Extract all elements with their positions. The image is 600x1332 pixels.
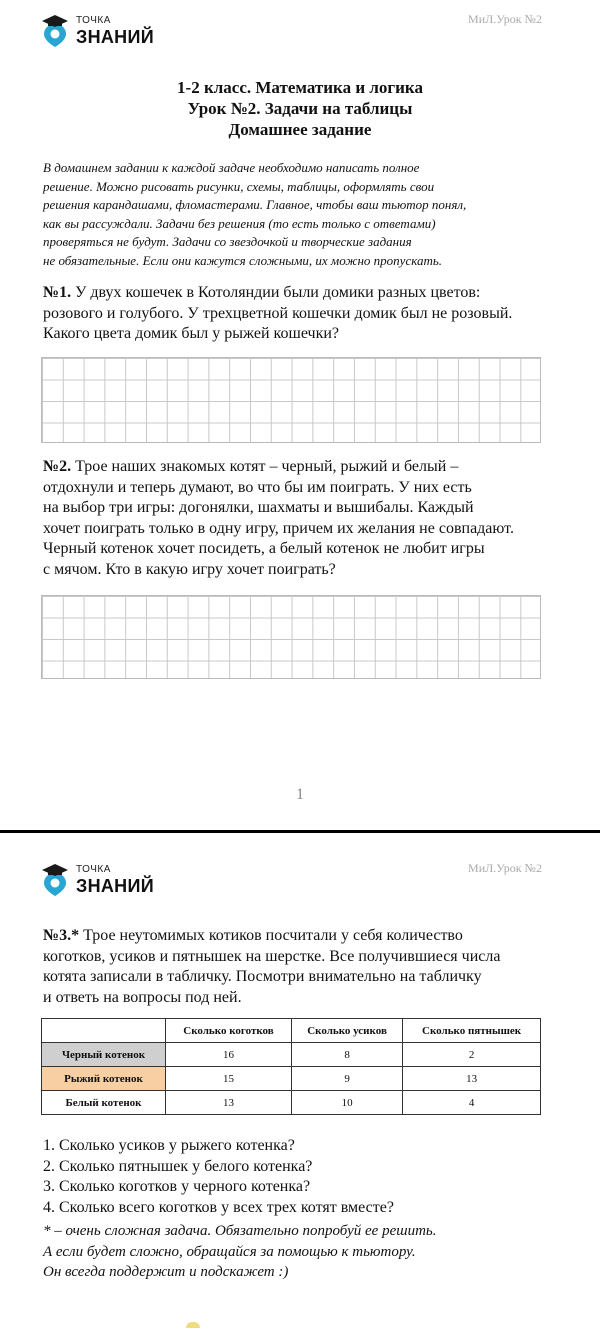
table-cell: 16 <box>166 1043 292 1067</box>
task-text: на выбор три игры: догонялки, шахматы и вышибалы. Каждый <box>43 499 474 516</box>
task-text: Какого цвета домик был у рыжей кошечки? <box>43 325 339 342</box>
question-item: 4. Сколько всего коготков у всех трех котят вместе? <box>43 1198 394 1216</box>
row-label-red-kitten: Рыжий котенок <box>42 1067 166 1091</box>
brand-logo <box>40 14 154 48</box>
question-item: 3. Сколько коготков у черного котенка? <box>43 1178 311 1195</box>
document-page-2 <box>0 833 600 1332</box>
table-cell: 4 <box>403 1091 541 1115</box>
title-line: Урок №2. Задачи на таблицы <box>187 99 413 118</box>
task-text: Трое наших знакомых котят – черный, рыжий и белый – <box>75 458 459 475</box>
table-row <box>42 1043 541 1067</box>
page-number: 1 <box>296 786 304 803</box>
table-corner-cell <box>42 1019 166 1043</box>
task-2 <box>43 457 558 580</box>
brand-line-2: ЗНАНИЙ <box>76 876 154 896</box>
task-number: №1. <box>43 284 72 301</box>
brand-line-1: ТОЧКА <box>76 864 111 875</box>
intro-line: решения карандашами, фломастерами. Главное, чтобы ваш тьютор понял, <box>43 197 467 212</box>
title-line: 1-2 класс. Математика и логика <box>177 78 423 97</box>
task-text: коготков, усиков и пятнышек на шерстке. Все получившиеся числа <box>43 947 501 965</box>
table-row <box>42 1091 541 1115</box>
intro-line: решение. Можно рисовать рисунки, схемы, таблицы, оформлять свои <box>43 178 435 194</box>
task-text: и ответь на вопросы под ней. <box>43 988 242 1006</box>
graduation-pin-icon <box>40 863 70 897</box>
lesson-tag: МиЛ.Урок №2 <box>468 12 542 26</box>
task-number: №3.* <box>43 927 80 944</box>
question-item: 1. Сколько усиков у рыжего котенка? <box>43 1137 295 1154</box>
questions-list <box>43 1136 394 1218</box>
intro-line: как вы рассуждали. Задачи без решения (то есть только с ответами) <box>43 215 436 231</box>
table-cell: 13 <box>166 1091 292 1115</box>
table-cell: 9 <box>292 1067 403 1091</box>
page-bottom-mark <box>186 1322 200 1328</box>
table-cell: 10 <box>292 1091 403 1115</box>
kittens-table <box>41 1018 541 1115</box>
intro-line: проверяться не будут. Задачи со звездочкой и творческие задания <box>43 234 412 249</box>
intro-line: В домашнем задании к каждой задаче необходимо написать полное <box>43 160 420 175</box>
row-label-white-kitten: Белый котенок <box>42 1091 166 1115</box>
answer-grid-2 <box>41 595 541 679</box>
homework-instructions <box>43 159 563 270</box>
task-text: хочет поиграть только в одну игру, причем их желания не совпадают. <box>43 519 514 537</box>
column-header: Сколько усиков <box>292 1019 403 1043</box>
task-1 <box>43 283 558 345</box>
note-line: А если будет сложно, обращайся за помощью к тьютору. <box>43 1243 416 1260</box>
graduation-pin-icon <box>40 14 70 48</box>
row-label-black-kitten: Черный котенок <box>42 1043 166 1067</box>
intro-line: не обязательные. Если они кажутся сложными, их можно пропускать. <box>43 252 443 268</box>
task-text: котята записали в табличку. Посмотри внимательно на табличку <box>43 968 482 985</box>
task-text: У двух кошечек в Котоляндии были домики разных цветов: <box>75 284 481 301</box>
table-cell: 8 <box>292 1043 403 1067</box>
table-row <box>42 1067 541 1091</box>
task-text: розового и голубого. У трехцветной кошечки домик был не розовый. <box>43 304 513 322</box>
brand-line-1: ТОЧКА <box>76 15 111 26</box>
table-cell: 13 <box>403 1067 541 1091</box>
answer-grid-1 <box>41 357 541 443</box>
page-title <box>0 77 600 140</box>
task-text: Черный котенок хочет посидеть, а белый котенок не любит игры <box>43 540 485 557</box>
title-line: Домашнее задание <box>228 120 372 139</box>
lesson-tag: МиЛ.Урок №2 <box>468 861 542 875</box>
brand-line-2: ЗНАНИЙ <box>76 27 154 47</box>
question-item: 2. Сколько пятнышек у белого котенка? <box>43 1157 313 1175</box>
task-text: отдохнули и теперь думают, во что бы им поиграть. У них есть <box>43 478 472 496</box>
task-3 <box>43 926 558 1008</box>
table-cell: 2 <box>403 1043 541 1067</box>
column-header: Сколько пятнышек <box>403 1019 541 1043</box>
note-line: * – очень сложная задача. Обязательно попробуй ее решить. <box>43 1223 437 1239</box>
brand-logo <box>40 863 154 897</box>
task-number: №2. <box>43 458 72 475</box>
task-text: с мячом. Кто в какую игру хочет поиграть? <box>43 560 336 578</box>
column-header: Сколько коготков <box>166 1019 292 1043</box>
table-cell: 15 <box>166 1067 292 1091</box>
table-header-row <box>42 1019 541 1043</box>
note-line: Он всегда поддержит и подскажет :) <box>43 1264 289 1280</box>
star-task-note <box>43 1221 563 1283</box>
task-text: Трое неутомимых котиков посчитали у себя количество <box>83 927 463 944</box>
